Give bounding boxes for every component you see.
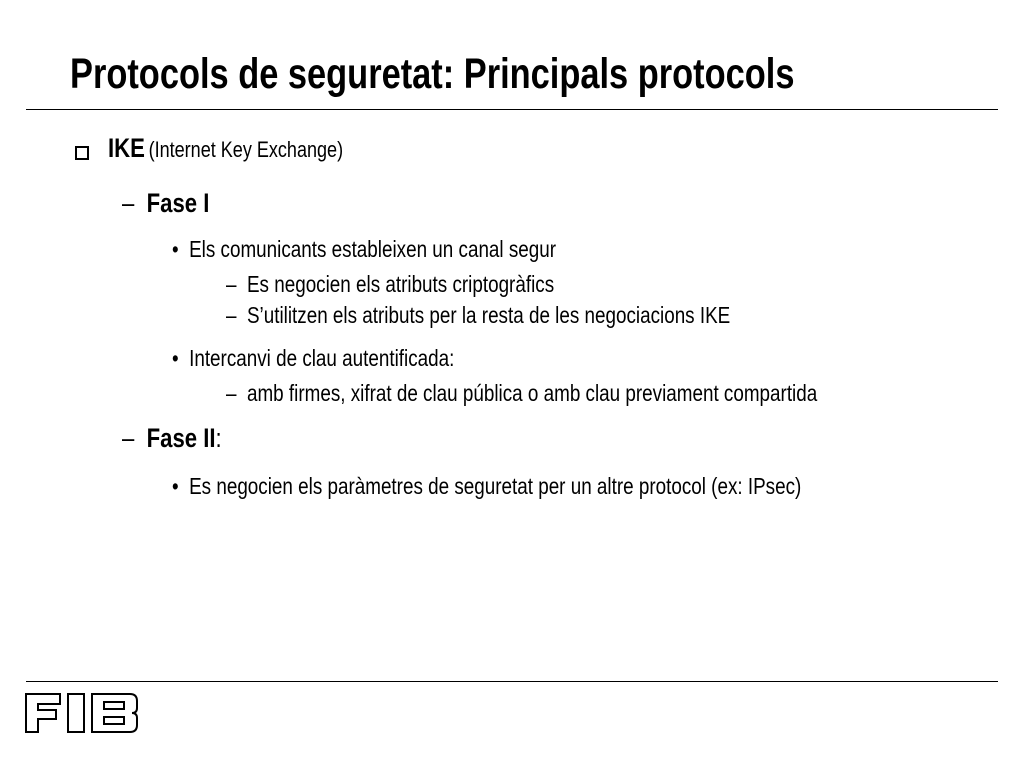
bullet-marker: • (172, 236, 179, 262)
fase2-label: Fase II (146, 423, 216, 453)
dash-marker: – (122, 188, 135, 218)
fib-logo-icon (24, 690, 140, 736)
list-item (226, 302, 841, 329)
fase1-sub-2: S’utilitzen els atributs per la resta de les negociacions IKE (246, 302, 731, 328)
fase1-bullet-1: Els comunicants estableixen un canal segur (189, 236, 557, 262)
fase1-sub-1: Es negocien els atributs criptogràfics (246, 271, 555, 297)
fase1-item (122, 188, 229, 219)
list-item (226, 271, 626, 298)
ike-detail: (Internet Key Exchange) (148, 137, 344, 162)
footer-divider (26, 681, 998, 682)
dash-marker: – (122, 423, 135, 453)
ike-label: IKE (108, 133, 145, 163)
subdash-marker: – (226, 302, 237, 328)
subdash-marker: – (226, 380, 237, 406)
fase1-sub-3: amb firmes, xifrat de clau pública o amb clau previament compartida (246, 380, 818, 406)
list-item (172, 345, 516, 372)
ike-item (108, 133, 395, 164)
fase2-item (122, 423, 244, 454)
subdash-marker: – (226, 271, 237, 297)
bullet-marker: • (172, 473, 179, 499)
fase1-bullet-2: Intercanvi de clau autentificada: (189, 345, 455, 371)
fase2-bullet-1: Es negocien els paràmetres de seguretat per un altre protocol (ex: IPsec) (189, 473, 802, 499)
fib-logo-text (0, 0, 1, 1)
title-divider (26, 109, 998, 110)
list-item (226, 380, 947, 407)
bullet-marker: • (172, 345, 179, 371)
list-item (172, 473, 939, 500)
fase1-label: Fase I (146, 188, 210, 218)
list-item (172, 236, 640, 263)
fase2-suffix: : (215, 423, 222, 453)
square-bullet-icon (75, 146, 89, 160)
slide-title: Protocols de seguretat: Principals protocols (70, 50, 795, 98)
